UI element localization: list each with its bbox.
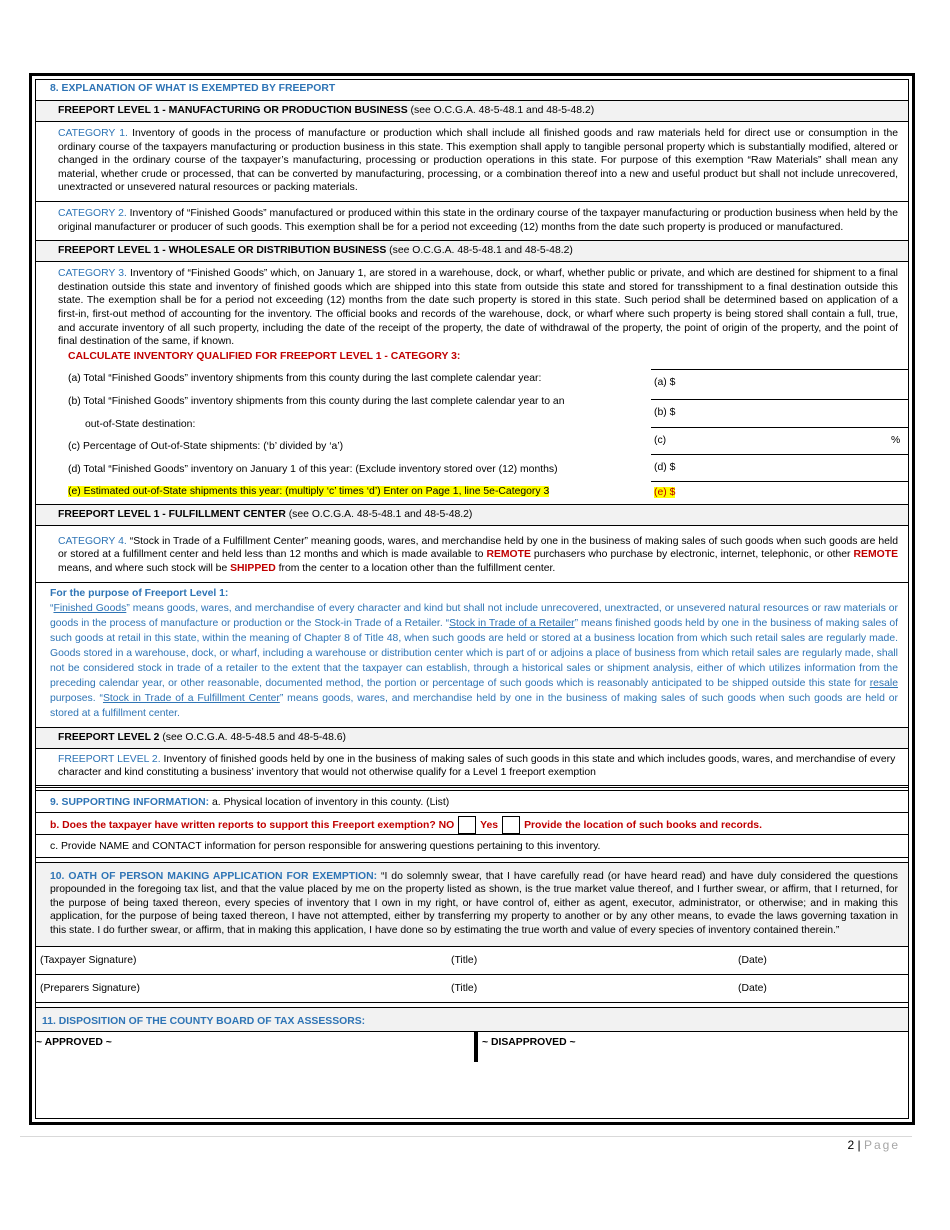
section-9-c: c. Provide NAME and CONTACT information for person responsible for answering questions pertaining to this inventory. [50, 840, 601, 852]
category-2-label: CATEGORY 2. [58, 207, 127, 219]
taxpayer-signature-label: (Taxpayer Signature) [40, 954, 137, 966]
def-resale: resale [869, 677, 898, 689]
def-finished-goods: Finished Goods [53, 602, 127, 614]
cat4-text-1: “Stock in Trade of a Fulfillment Center” meaning goods, wares, and merchandise held by one in the business of making sales of such goods when such goods are held or stored at a fulfillment center and held less than 12 months and which is made available to [58, 535, 898, 561]
form-frame [29, 73, 915, 1125]
def-text-3: purposes. “ [50, 692, 103, 704]
section-9-row-a [36, 790, 908, 812]
taxpayer-title-label: (Title) [451, 954, 478, 966]
level2-label: FREEPORT LEVEL 2. [58, 753, 161, 765]
section-8-title: 8. EXPLANATION OF WHAT IS EXEMPTED BY FREEPORT [50, 83, 336, 94]
calc-line-b2: out-of-State destination: [85, 418, 196, 430]
section-10-title: 10. OATH OF PERSON MAKING APPLICATION FOR EXEMPTION: [50, 870, 378, 882]
definitions-title: For the purpose of Freeport Level 1: [50, 587, 229, 599]
section-9-title: 9. SUPPORTING INFORMATION: [50, 796, 210, 808]
category-3-label: CATEGORY 3. [58, 268, 127, 280]
freeport-level1-mfg-heading [36, 100, 908, 121]
heading-bold: FREEPORT LEVEL 1 - FULFILLMENT CENTER [58, 508, 286, 520]
yes-checkbox[interactable] [502, 816, 520, 834]
preparer-title-label: (Title) [451, 982, 478, 994]
yes-label: Yes [480, 819, 499, 831]
cat4-remote-1: REMOTE [486, 549, 531, 561]
heading-rest: (see O.C.G.A. 48-5-48.1 and 48-5-48.2) [407, 105, 595, 116]
def-stock-fulfillment: Stock in Trade of a Fulfillment Center [102, 692, 280, 704]
taxpayer-signature-row[interactable] [36, 946, 908, 974]
box-c-label: (c) [654, 434, 667, 446]
def-stock-retailer: Stock in Trade of a Retailer [449, 617, 575, 629]
category-1-paragraph [36, 121, 908, 201]
def-text-1: ” means goods, wares, and merchandise of every character and kind but shall not include unrecovered, unextracted, or unsevered natural resources or raw materials or goods in the process of manufacture or production or the Stock-in Trade of a Retailer. “ [50, 602, 898, 629]
calc-box-b[interactable] [651, 399, 909, 427]
calc-line-e: (e) Estimated out-of-State shipments this year: (multiply ‘c’ times ‘d’) Enter on Page 1, line 5e-Category 3 [68, 485, 550, 497]
preparer-signature-row[interactable] [36, 974, 908, 1003]
calc-box-d[interactable] [651, 454, 909, 481]
approved-label[interactable]: ~ APPROVED ~ [36, 1036, 112, 1048]
no-checkbox[interactable] [458, 816, 476, 834]
section-9-b-question: b. Does the taxpayer have written reports to support this Freeport exemption? NO [50, 819, 455, 831]
section-10-text: “I do solemnly swear, that I have carefully read (or have heard read) and have duly considered the questions propounded in the foregoing tax list, and that the value placed by me on the property listed as shown, is the true market value thereof, and I further swear, or affirm, that I returned, for the purpose of being taxed thereon, every species of inventory that I own in my right, or have control of, either as agent, executor, administrator, or otherwise; and in making this application, for the purpose of being taxed thereon, I have not attempted, either by transferring my property to another or by any other means, to evade the laws governing taxation in this state. I do further swear, or affirm, that in making this application, I have done so by estimating the true worth and value of every species of inventory contained therein.” [50, 870, 898, 937]
box-a-label: (a) $ [654, 376, 676, 388]
section-9-a: a. Physical location of inventory in this county. (List) [209, 796, 450, 808]
page-number [847, 1138, 900, 1152]
category-2-text: Inventory of “Finished Goods” manufactured or produced within this state in the ordinary course of the taxpayer manufacturing or production business when held by the original manufacturer or producer of such goods. This exemption shall be for a period not exceeding (12) months from the date such property is produced or manufactured. [58, 207, 898, 233]
heading-bold: FREEPORT LEVEL 1 - MANUFACTURING OR PRODUCTION BUSINESS [58, 105, 408, 116]
box-c-percent: % [891, 434, 901, 446]
cat4-remote-2: REMOTE [853, 549, 898, 561]
freeport-level1-wholesale-heading [36, 240, 908, 261]
def-text-2: ” means finished goods held by one in the business of making sales of such goods at retail in this state, within the meaning of Chapter 8 of Title 48, when such goods are held or stored at a business location from which such retail sales are regularly made. Goods stored in a warehouse, dock, or wharf, including a warehouse or distribution center which is part of or adjoins a place of business from which retail sales are regularly made, shall not be considered stock in trade of a retailer to the extent that the taxpayer can establish, through a historical sales or shipment analysis, either of which utilizes information from the preceding calendar year, or other reasonable, documented method, the portion or percentage of such goods which is reasonably anticipated to be shipped outside this state for [50, 617, 898, 689]
freeport-level1-definitions [36, 582, 908, 727]
section-11-title: 11. DISPOSITION OF THE COUNTY BOARD OF TAX ASSESSORS: [36, 1007, 908, 1031]
heading-bold: FREEPORT LEVEL 1 - WHOLESALE OR DISTRIBUTION BUSINESS [58, 245, 387, 257]
box-e-label: (e) $ [654, 486, 676, 498]
cat4-shipped: SHIPPED [230, 562, 276, 574]
disapproved-label[interactable]: ~ DISAPPROVED ~ [482, 1036, 576, 1048]
calc-line-b1: (b) Total “Finished Goods” inventory shipments from this county during the last complete calendar year to an [68, 395, 565, 407]
section-11-decision [36, 1031, 908, 1062]
category-1-text: Inventory of goods in the process of manufacture or production which shall include all finished goods and raw materials held for direct use or consumption in the ordinary course of the taxpayers manufacturing or production business in this state. This exemption shall apply to tangible personal property which is substantially modified, altered or changed in the ordinary course of the taxpayer’s manufacturing, processing or production operations in this state. For purpose of this exemption “Raw Materials” shall mean any material, whether crude or processed, that can be converted by manufacturing, processing, or a combination thereof into a new and useful product but shall not include unrecovered, unextracted or unsevered natural resources or packing materials. [58, 128, 898, 194]
category-3-text: Inventory of “Finished Goods” which, on January 1, are stored in a warehouse, dock, or wharf, whether public or private, and which are destined for shipment to a final destination outside this state and inventory of finished goods which are shipped into this state from outside this state and stored for transshipment to a final destination outside this state. The exemption shall be for a period not exceeding (12) months from the date such property is stored in this state. Such period shall be determined based on application of a first-in, first-out method of accounting for the inventory. The official books and records of the warehouse, dock, or wharf where such property is being stored shall contain a full, true, and accurate inventory of all such property, including the date of the receipt of the property, the date of withdrawal of the property, the point of origin of the property, and the point of final destination of the same, if known. [58, 268, 898, 348]
calc-title: CALCULATE INVENTORY QUALIFIED FOR FREEPORT LEVEL 1 - CATEGORY 3: [68, 350, 461, 362]
calc-line-a: (a) Total “Finished Goods” inventory shipments from this county during the last complete calendar year: [68, 372, 542, 384]
calc-box-a[interactable] [651, 369, 909, 399]
cat4-text-4: from the center to a location other than the fulfillment center. [275, 562, 556, 574]
section-9-row-c [36, 834, 908, 858]
decision-divider [474, 1032, 478, 1062]
freeport-level1-fulfillment-heading [36, 504, 908, 525]
heading-rest: (see O.C.G.A. 48-5-48.5 and 48-5-48.6) [159, 731, 346, 743]
freeport-level2-heading [36, 727, 908, 748]
heading-bold: FREEPORT LEVEL 2 [58, 731, 160, 743]
footer-rule [20, 1136, 912, 1137]
page-num-value: 2 [847, 1138, 855, 1152]
box-d-label: (d) $ [654, 461, 676, 473]
category-4-paragraph [36, 525, 908, 582]
calc-line-d: (d) Total “Finished Goods” inventory on January 1 of this year: (Exclude inventory stored over (12) months) [68, 463, 558, 475]
preparer-date-label: (Date) [738, 982, 767, 994]
level2-text: Inventory of finished goods held by one in the business of making sales of such goods in this state and which includes goods, wares, and merchandise of every character and kind constituting a business’ inventory that would not otherwise qualify for a Level 1 freeport exemption [58, 753, 896, 779]
cat4-text-2: purchasers who purchase by electronic, internet, telephonic, or other [530, 549, 854, 561]
heading-rest: (see O.C.G.A. 48-5-48.1 and 48-5-48.2) [386, 245, 573, 257]
section-9-b-rest: Provide the location of such books and records. [524, 819, 762, 831]
section-10-oath [36, 862, 908, 946]
calc-box-e[interactable] [651, 481, 909, 504]
calc-line-c: (c) Percentage of Out-of-State shipments: (‘b’ divided by ‘a’) [68, 440, 344, 452]
taxpayer-date-label: (Date) [738, 954, 767, 966]
cat4-text-3: means, and where such stock will be [58, 562, 231, 574]
preparer-signature-label: (Preparers Signature) [40, 982, 140, 994]
page-sep: | [854, 1138, 864, 1152]
def-quote: “ [50, 602, 54, 614]
freeport-level2-paragraph [36, 748, 908, 785]
box-b-label: (b) $ [654, 406, 676, 418]
category-2-paragraph [36, 201, 908, 240]
category-1-label: CATEGORY 1. [58, 128, 128, 139]
section-9-row-b [36, 812, 908, 834]
form-inner [35, 79, 909, 1119]
category-4-label: CATEGORY 4. [58, 535, 127, 547]
def-text-4: ” means goods, wares, and merchandise held by one in the business of making sales of such goods when such goods are held or stored at a fulfillment center. [50, 692, 898, 719]
heading-rest: (see O.C.G.A. 48-5-48.1 and 48-5-48.2) [285, 508, 473, 520]
page-word: Page [863, 1138, 900, 1152]
category-3-calculation [36, 351, 908, 504]
category-3-paragraph [36, 261, 908, 351]
calc-box-c[interactable] [651, 427, 909, 454]
